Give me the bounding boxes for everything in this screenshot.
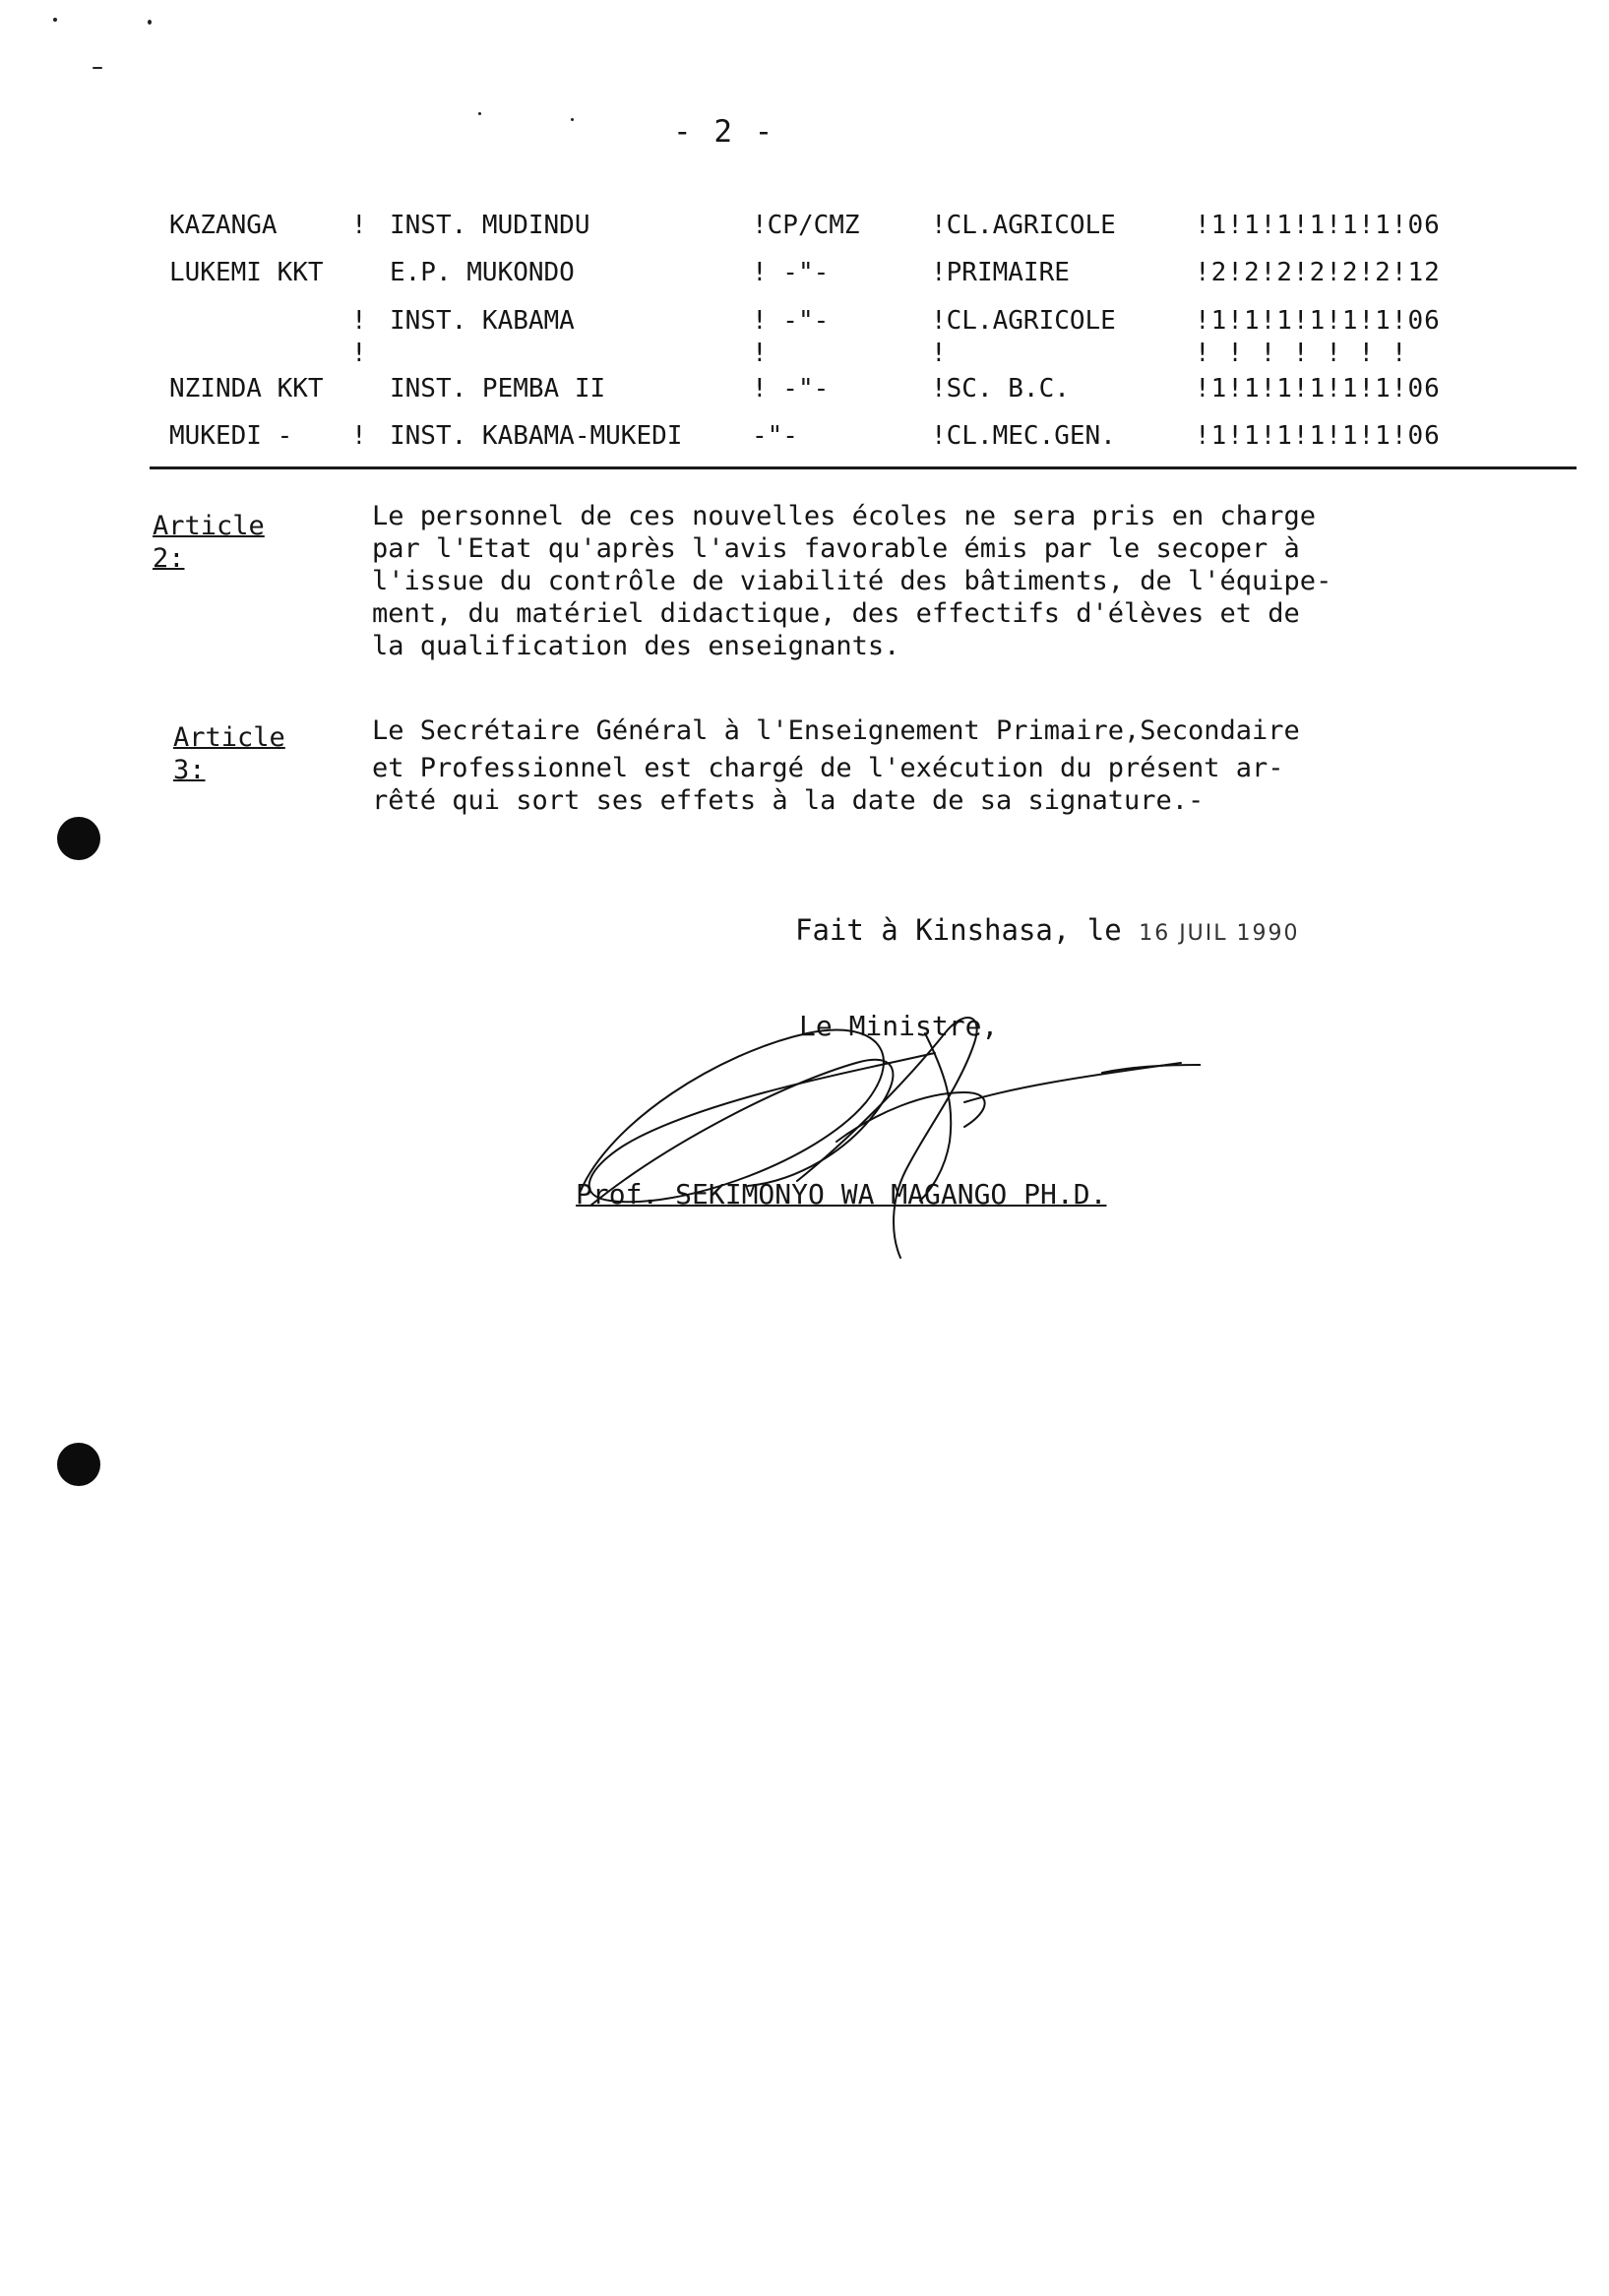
row-section: !SC. B.C. xyxy=(931,374,1070,403)
article-3-label: Article 3: xyxy=(173,722,285,785)
row-code: ! xyxy=(752,339,768,368)
place-text: Fait à Kinshasa, le xyxy=(795,913,1122,947)
row-classes: !1!1!1!1!1!1!06 xyxy=(1195,374,1441,403)
date-stamp: 16 JUIL 1990 xyxy=(1139,921,1300,946)
article-2-line: la qualification des enseignants. xyxy=(372,631,900,661)
row-section: !CL.MEC.GEN. xyxy=(931,421,1116,451)
row-separator: ! xyxy=(351,211,367,240)
row-code: ! -"- xyxy=(752,306,830,336)
scan-speck xyxy=(478,112,481,115)
row-location: KAZANGA xyxy=(169,211,278,240)
article-2-line: ment, du matériel didactique, des effectifs d'élèves et de xyxy=(372,598,1300,629)
row-code: ! -"- xyxy=(752,258,830,287)
row-institution: INST. PEMBA II xyxy=(390,374,606,403)
scan-speck xyxy=(571,118,574,121)
table-row xyxy=(0,211,1609,250)
place-and-date xyxy=(795,913,1300,947)
article-2-line: par l'Etat qu'après l'avis favorable émis par le secoper à xyxy=(372,533,1300,564)
row-section: ! xyxy=(931,339,947,368)
article-2-body xyxy=(372,500,1582,662)
punch-hole-bottom xyxy=(57,1443,100,1486)
row-institution: INST. KABAMA xyxy=(390,306,575,336)
row-separator: ! xyxy=(351,421,367,451)
row-institution: E.P. MUKONDO xyxy=(390,258,575,287)
row-location: NZINDA KKT xyxy=(169,374,324,403)
row-code: ! -"- xyxy=(752,374,830,403)
row-code: !CP/CMZ xyxy=(752,211,860,240)
row-classes: ! ! ! ! ! ! ! xyxy=(1195,339,1408,368)
row-location: LUKEMI KKT xyxy=(169,258,324,287)
row-section: !CL.AGRICOLE xyxy=(931,211,1116,240)
scan-speck xyxy=(93,67,102,69)
table-row xyxy=(0,339,1609,378)
signatory-title: Le Ministre, xyxy=(799,1010,999,1042)
row-location: MUKEDI - xyxy=(169,421,293,451)
row-section: !PRIMAIRE xyxy=(931,258,1070,287)
row-section: !CL.AGRICOLE xyxy=(931,306,1116,336)
scan-speck xyxy=(148,20,152,25)
row-institution: INST. MUDINDU xyxy=(390,211,590,240)
table-row xyxy=(0,374,1609,413)
row-code: -"- xyxy=(752,421,798,451)
row-classes: !2!2!2!2!2!2!12 xyxy=(1195,258,1441,287)
row-institution: INST. KABAMA-MUKEDI xyxy=(390,421,683,451)
table-row xyxy=(0,421,1609,461)
row-separator: ! xyxy=(351,339,367,368)
article-2-label: Article 2: xyxy=(153,511,265,574)
article-2-line: Le personnel de ces nouvelles écoles ne sera pris en charge xyxy=(372,501,1317,531)
punch-hole-top xyxy=(57,817,100,860)
article-3-body xyxy=(372,714,1582,817)
article-3-line: et Professionnel est chargé de l'exécution du présent ar- xyxy=(372,753,1284,783)
scan-speck xyxy=(53,18,57,22)
row-classes: !1!1!1!1!1!1!06 xyxy=(1195,211,1441,240)
article-3-line: rêté qui sort ses effets à la date de sa signature.- xyxy=(372,785,1205,816)
article-3-line: Le Secrétaire Général à l'Enseignement Primaire,Secondaire xyxy=(372,715,1300,746)
row-separator: ! xyxy=(351,306,367,336)
page-number: - 2 - xyxy=(673,114,775,150)
row-classes: !1!1!1!1!1!1!06 xyxy=(1195,306,1441,336)
handwritten-signature xyxy=(551,994,1201,1260)
table-row xyxy=(0,258,1609,297)
table-bottom-rule xyxy=(150,466,1577,469)
article-2-line: l'issue du contrôle de viabilité des bâtiments, de l'équipe- xyxy=(372,566,1332,596)
signatory-name: Prof. SEKIMONYO WA MAGANGO PH.D. xyxy=(576,1178,1107,1210)
row-classes: !1!1!1!1!1!1!06 xyxy=(1195,421,1441,451)
